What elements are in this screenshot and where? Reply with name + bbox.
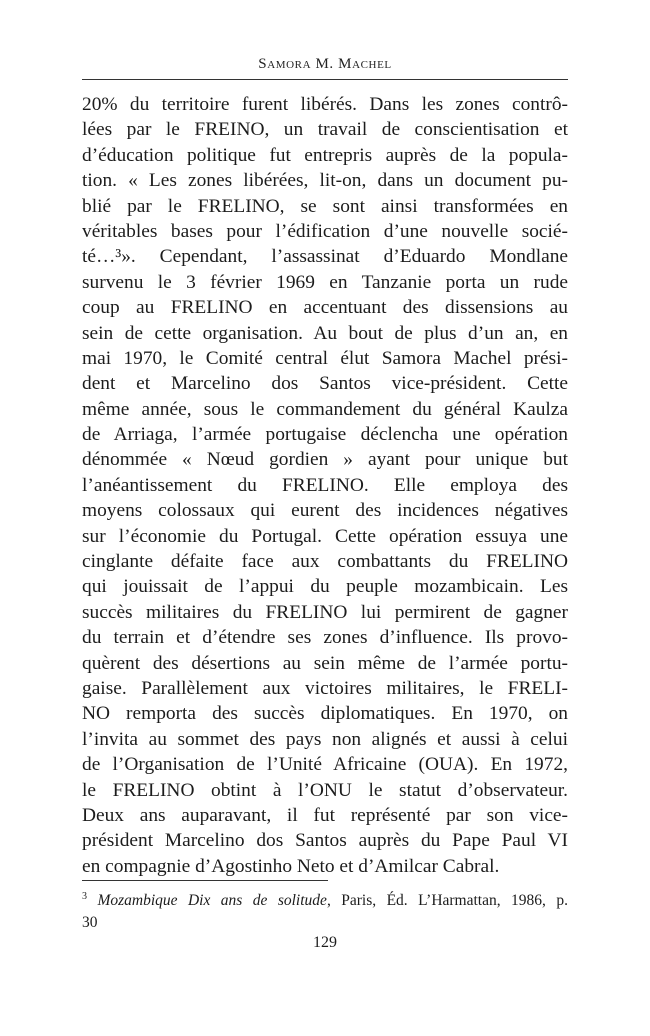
body-line: dent et Marcelino dos Santos vice-président. Cette xyxy=(82,373,568,395)
body-line: quèrent des désertions au sein même de l’armée portu- xyxy=(82,652,568,674)
body-line: coup au FRELINO en accentuant des dissensions au xyxy=(82,297,568,319)
body-line: NO remporta des succès diplomatiques. En 1970, on xyxy=(82,703,568,725)
body-line: cinglante défaite face aux combattants du FRELINO xyxy=(82,551,568,573)
body-line: qui jouissait de l’appui du peuple mozambicain. Les xyxy=(82,576,568,598)
body-line: en compagnie d’Agostinho Neto et d’Amilcar Cabral. xyxy=(82,855,500,877)
footnote-citation: , Paris, Éd. L’Harmattan, 1986, p. xyxy=(326,892,569,909)
body-line: sur l’économie du Portugal. Cette opération essuya une xyxy=(82,525,568,547)
body-text xyxy=(82,92,568,879)
body-line: l’invita au sommet des pays non alignés et aussi à celui xyxy=(82,728,568,750)
body-line: lées par le FREINO, un travail de conscientisation et xyxy=(82,119,568,141)
body-line: dénommée « Nœud gordien » ayant pour unique but xyxy=(82,449,568,471)
footnote xyxy=(82,890,568,934)
body-line: d’éducation politique fut entrepris auprès de la popula- xyxy=(82,144,568,166)
body-line: survenu le 3 février 1969 en Tanzanie porta un rude xyxy=(82,271,568,293)
body-line: gaise. Parallèlement aux victoires militaires, le FRELI- xyxy=(82,677,568,699)
body-line: même année, sous le commandement du général Kaulza xyxy=(82,398,568,420)
page-number: 129 xyxy=(313,934,337,951)
running-header: Samora M. Machel xyxy=(258,56,392,72)
header-rule xyxy=(82,79,568,80)
body-line: l’anéantissement du FRELINO. Elle employa des xyxy=(82,474,568,496)
body-line: de Arriaga, l’armée portugaise déclencha une opération xyxy=(82,424,568,446)
body-line: du terrain et d’étendre ses zones d’influence. Ils provo- xyxy=(82,627,568,649)
body-line: véritables bases pour l’édification d’une nouvelle socié- xyxy=(82,220,568,242)
body-line: moyens colossaux qui eurent des incidences négatives xyxy=(82,500,568,522)
body-line: 20% du territoire furent libérés. Dans les zones contrô- xyxy=(82,94,568,115)
body-line: Deux ans auparavant, il fut représenté par son vice- xyxy=(82,804,568,826)
body-line: blié par le FRELINO, se sont ainsi transformées en xyxy=(82,195,568,217)
body-line: té…³». Cependant, l’assassinat d’Eduardo Mondlane xyxy=(82,246,568,268)
body-line: de l’Organisation de l’Unité Africaine (OUA). En 1972, xyxy=(82,754,568,776)
footnote-line xyxy=(82,890,568,912)
body-line: tion. « Les zones libérées, lit-on, dans un document pu- xyxy=(82,170,568,192)
body-line: succès militaires du FRELINO lui permirent de gagner xyxy=(82,601,568,623)
footnote-marker: 3 xyxy=(82,890,87,902)
footnote-book-title: Mozambique Dix ans de solitude xyxy=(97,892,327,909)
body-line: président Marcelino dos Santos auprès du Pape Paul VI xyxy=(82,830,568,852)
footnote-rule xyxy=(82,880,328,881)
body-line: mai 1970, le Comité central élut Samora Machel prési- xyxy=(82,347,568,369)
body-line: sein de cette organisation. Au bout de plus d’un an, en xyxy=(82,322,568,344)
footnote-line: 30 xyxy=(82,914,98,931)
body-line: le FRELINO obtint à l’ONU le statut d’observateur. xyxy=(82,779,568,801)
